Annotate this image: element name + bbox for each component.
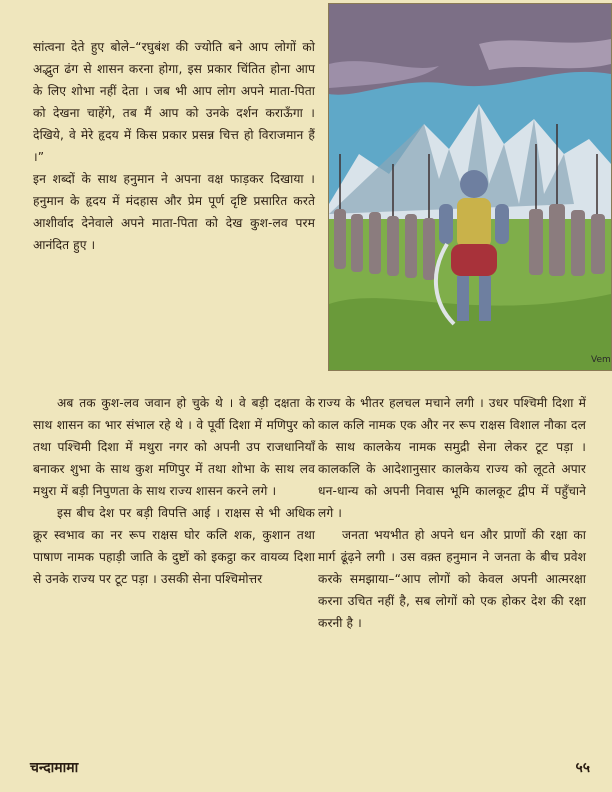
paragraph-left-2: इस बीच देश पर बड़ी विपत्ति आई । राक्षस से भी अधिक क्रूर स्वभाव का नर रूप राक्षस घोर कलि शक, कुशान तथा पाषाण नामक पहाड़ी जाति के दुष्टों को इकट्ठा कर वायव्य दिशा से उनके राज्य पर टूट पड़ा । उसकी सेना पश्चिमोत्तर [33, 506, 315, 586]
paragraph-top-1: सांत्वना देते हुए बोले–“रघुबंश की ज्योति बने आप लोगों को अद्भुत ढंग से शासन करना होगा, इस प्रकार चिंतित होना आप के लिए शोभा नहीं देता । जब भी आप लोग अपने माता-पिता को देखना चाहेंगे, तब मैं आप को उनके दर्शन कराऊँगा । देखिये, वे मेरे हृदय में किस प्रकार प्रसन्न चित्त हो विराजमान हैं ।” [33, 40, 315, 164]
artist-signature: Vem [591, 355, 611, 365]
magazine-title: चन्दामामा [30, 760, 79, 776]
page-number: ५५ [575, 760, 590, 776]
story-illustration [328, 3, 612, 371]
paragraph-right-2: जनता भयभीत हो अपने धन और प्राणों की रक्षा का मार्ग ढूंढ़ने लगी । उस वक़्त हनुमान ने जनता के बीच प्रवेश करके समझाया–“आप लोगों को केवल अपनी आत्मरक्षा करना उचित नहीं है, सब लोगों को एक होकर देश की रक्षा करनी है । [318, 528, 586, 630]
paragraph-right-1: राज्य के भीतर हलचल मचाने लगी । उधर पश्चिमी दिशा में काल कलि नामक एक और नर रूप राक्षस विशाल नौका दल के साथ कालकेय नामक समुद्री सेना लेकर टूट पड़ा । कालकलि के आदेशानुसार कालकेय राज्य को लूटते अपार धन-धान्य को अपनी निवास भूमि कालकूट द्वीप में पहुँचाने लगे । [318, 396, 586, 520]
paragraph-left-1: अब तक कुश-लव जवान हो चुके थे । वे बड़ी दक्षता के साथ शासन का भार संभाल रहे थे । वे पूर्वी दिशा में मणिपुर को तथा पश्चिमी दिशा में मथुरा नगर को अपनी उप राजधानियाँ बनाकर शुभा के साथ कुश मणिपुर में तथा शोभा के साथ लव मथुरा में बड़ी निपुणता के साथ राज्य शासन करने लगे । [33, 396, 315, 498]
illustration-svg [329, 4, 611, 370]
right-text-column [318, 392, 586, 634]
top-text-column [33, 36, 315, 256]
paragraph-top-2: इन शब्दों के साथ हनुमान ने अपना वक्ष फाड़कर दिखाया । हनुमान के हृदय में मंदहास और प्रेम पूर्ण दृष्टि प्रसारित करते आशीर्वाद देनेवाले अपने माता-पिता को देख कुश-लव परम आनंदित हुए । [33, 172, 315, 252]
left-text-column [33, 392, 315, 590]
